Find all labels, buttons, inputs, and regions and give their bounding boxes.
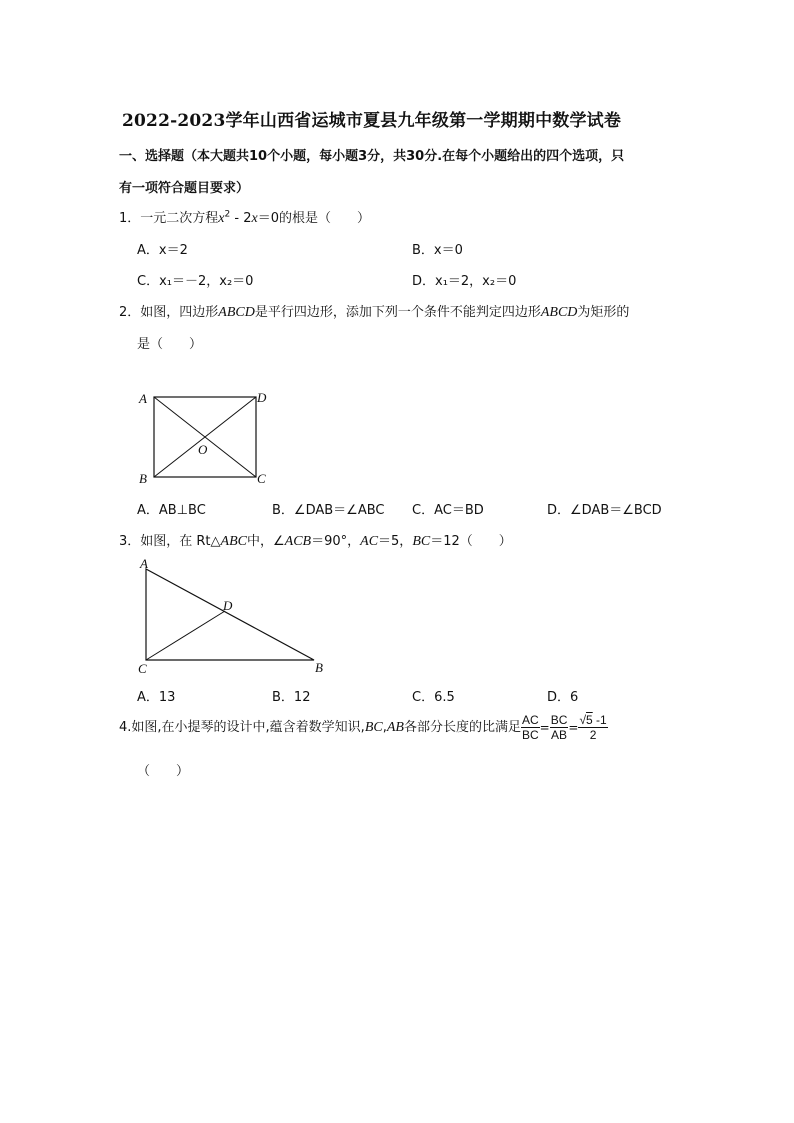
q4-f3-numerator (578, 713, 607, 728)
triangle-abc (146, 569, 314, 660)
q2-stem-text: 2．如图，四边形 (119, 305, 219, 320)
q3-ac: AC (360, 534, 379, 549)
q4-fraction-ac-bc (521, 713, 540, 742)
label-a: A (140, 556, 148, 571)
q1-option-c[interactable]: C．x₁＝－2，x₂＝0 (137, 274, 254, 289)
q3-stem-e: ＝12（ ） (430, 534, 512, 549)
section-header-line1: 一、选择题（本大题共10个小题，每小题3分，共30分.在每个小题给出的四个选项，只 (119, 149, 625, 164)
label-o: O (198, 442, 208, 457)
q4-bc: BC (364, 720, 383, 735)
q2-option-b[interactable]: B．∠DAB＝∠ABC (272, 503, 385, 518)
label-c: C (257, 471, 266, 486)
page-title: 2022-2023学年山西省运城市夏县九年级第一学期期中数学试卷 (122, 111, 622, 131)
q2-option-c[interactable]: C．AC＝BD (412, 503, 484, 518)
q4-f1-denominator: BC (521, 728, 539, 742)
q2-abcd-2: ABCD (540, 305, 578, 320)
q4-f3-radicand: 5 (586, 713, 593, 727)
q3-bc: BC (412, 534, 431, 549)
q2-option-d[interactable]: D．∠DAB＝∠BCD (547, 503, 662, 518)
q4-f1-numerator: AC (521, 713, 539, 727)
q4-f2-denominator: AB (551, 728, 568, 742)
label-b: B (315, 660, 323, 675)
label-d: D (257, 390, 267, 405)
q1-var-x: x (218, 211, 225, 226)
q3-option-b[interactable]: B．12 (272, 690, 311, 705)
q1-option-d[interactable]: D．x₁＝2，x₂＝0 (412, 274, 517, 289)
q1-stem-text: 1．一元二次方程 (119, 211, 219, 226)
q1-option-b[interactable]: B．x＝0 (412, 243, 463, 258)
q4-f3-denominator: 2 (589, 728, 597, 742)
q3-stem-b: 中，∠ (246, 534, 285, 549)
label-a: A (139, 391, 147, 406)
q1-var-x-2: x (251, 211, 258, 226)
question-2-stem-line1 (119, 301, 629, 321)
q3-stem-d: ＝5， (378, 534, 413, 549)
q3-acb: ACB (284, 534, 312, 549)
q3-option-c[interactable]: C．6.5 (412, 690, 455, 705)
q4-fraction-golden-ratio (578, 713, 607, 742)
q2-abcd: ABCD (218, 305, 255, 320)
question-3-stem (119, 530, 512, 550)
q3-stem-text: 3．如图，在 Rt△ (119, 534, 221, 549)
q1-exponent: 2 (224, 209, 231, 220)
q4-f3-minus-one: -1 (592, 713, 607, 727)
q3-abc: ABC (220, 534, 247, 549)
q3-triangle-figure (134, 553, 334, 678)
question-2-stem-line2: 是（ ） (137, 337, 203, 352)
label-b: B (139, 471, 147, 486)
label-d: D (223, 598, 233, 613)
q2-stem-end: 为矩形的 (577, 305, 630, 320)
label-c: C (138, 661, 147, 676)
q1-stem-end: ＝0的根是（ ） (257, 211, 370, 226)
q2-stem-mid: 是平行四边形，添加下列一个条件不能判定四边形 (254, 305, 541, 320)
sqrt-icon: √ (579, 713, 587, 727)
q4-equals-2: = (568, 720, 579, 735)
q4-stem-text: 4.如图,在小提琴的设计中,蕴含着数学知识, (119, 720, 365, 735)
q3-stem-c: ＝90°， (311, 534, 361, 549)
q3-option-d[interactable]: D．6 (547, 690, 579, 705)
question-1-stem (119, 207, 370, 227)
median-cd (146, 611, 225, 660)
q4-f2-numerator: BC (550, 713, 568, 727)
q2-option-a[interactable]: A．AB⊥BC (137, 503, 206, 518)
question-4-answer-bracket: （ ） (137, 764, 190, 779)
q3-option-a[interactable]: A．13 (137, 690, 176, 705)
question-4-stem (119, 713, 608, 742)
q4-stem-b: 各部分长度的比满足 (403, 720, 521, 735)
q2-rectangle-figure (134, 388, 274, 488)
q4-fraction-bc-ab (550, 713, 569, 742)
q1-minus-term: - 2 (230, 211, 252, 226)
section-header-line2: 有一项符合题目要求） (119, 181, 250, 196)
q4-ab: AB (386, 720, 404, 735)
q4-equals-1: = (539, 720, 550, 735)
q4-comma: , (382, 720, 387, 735)
q1-option-a[interactable]: A．x＝2 (137, 243, 188, 258)
